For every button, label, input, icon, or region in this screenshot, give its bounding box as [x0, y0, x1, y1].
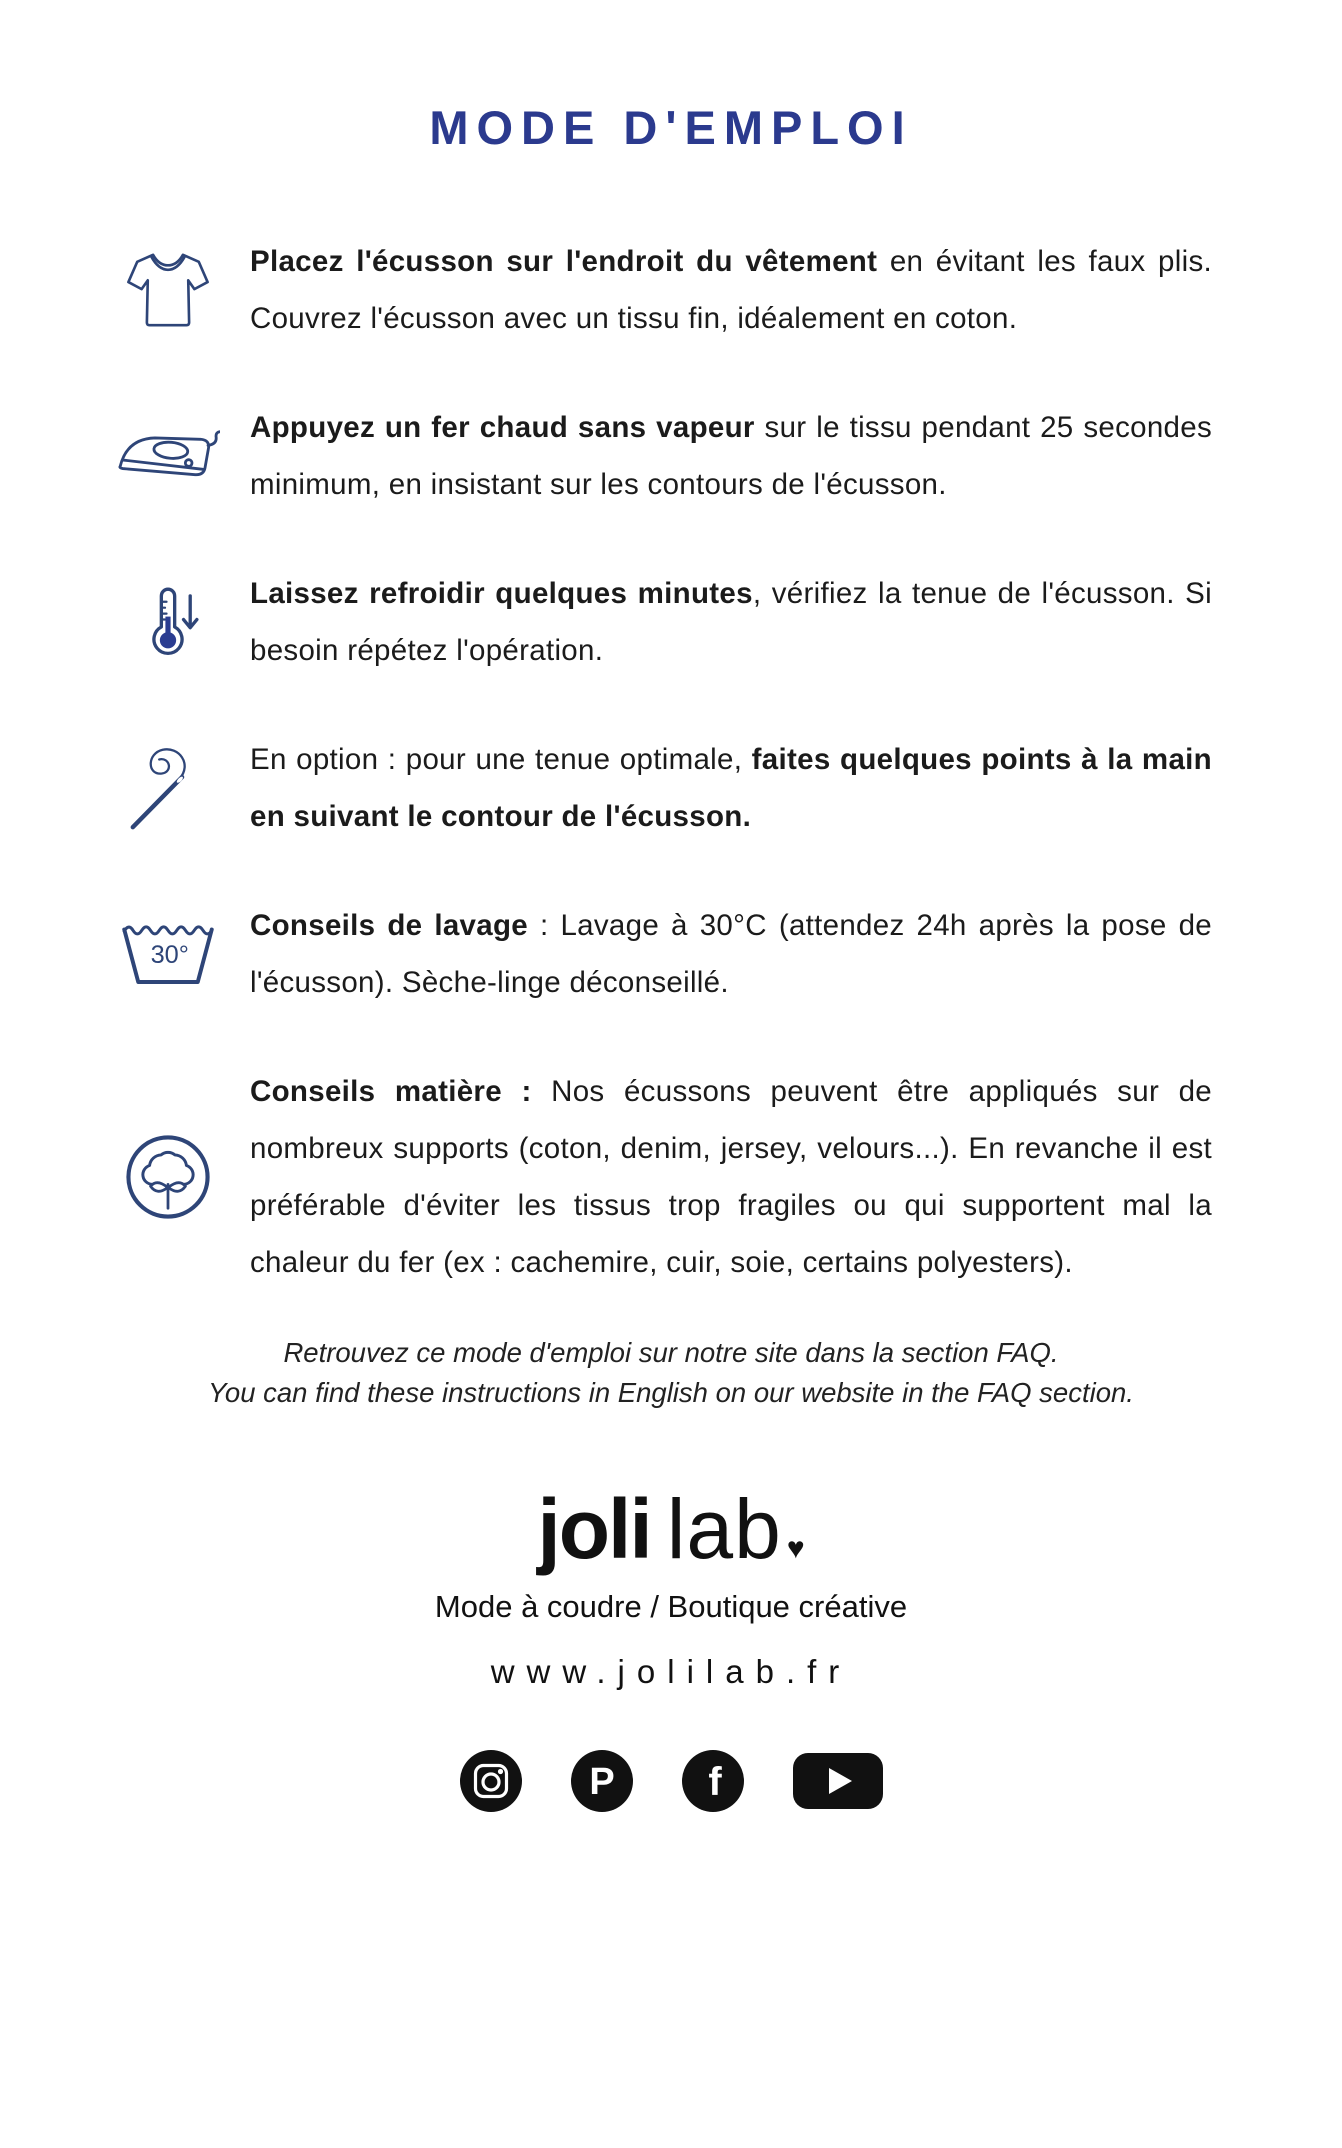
youtube-icon[interactable] [792, 1749, 884, 1813]
pinterest-icon[interactable] [570, 1749, 634, 1813]
tshirt-icon [124, 246, 212, 334]
instruction-regular-text: , vérifiez la tenue de l'écusson. Si besoin répétez l'opération. [250, 577, 1212, 667]
instruction-regular-text: Nos écussons peuvent être appliqués sur de nombreux supports (coton, denim, jersey, velours...). En revanche il est préférable d'éviter les tissus trop fragiles ou qui supportent mal la chaleur du fer (ex : cachemire, cuir, soie, certains polyesters). [250, 1075, 1212, 1279]
page-title: MODE D'EMPLOI [429, 101, 913, 154]
cotton-icon [85, 1131, 250, 1223]
instruction-text [250, 731, 1212, 845]
faq-note-fr: Retrouvez ce mode d'emploi sur notre site dans la section FAQ. [283, 1337, 1059, 1368]
instruction-step-sew [85, 731, 1212, 845]
instruction-bold-text: Placez l'écusson sur l'endroit du vêtement [250, 245, 878, 278]
instruction-text [250, 1063, 1212, 1291]
instruction-regular-text: en évitant les faux plis. Couvrez l'écusson avec un tissu fin, idéalement en coton. [250, 245, 1212, 335]
heart-icon: ♥ [786, 1532, 805, 1565]
cotton-icon [122, 1131, 214, 1223]
wash-30-icon [115, 919, 221, 989]
instruction-text [250, 233, 1212, 347]
instruction-bold-text: Conseils de lavage [250, 909, 528, 942]
instruction-card [0, 100, 1342, 1813]
instruction-step-iron [85, 399, 1212, 513]
pinterest-glyph: P [588, 1761, 615, 1804]
needle-icon [85, 741, 250, 836]
wash-30-icon [85, 919, 250, 989]
instruction-bold-text: Appuyez un fer chaud sans vapeur [250, 411, 755, 444]
instruction-regular-text: En option : pour une tenue optimale, [250, 743, 752, 776]
instruction-regular-text: : Lavage à 30°C (attendez 24h après la pose de l'écusson). Sèche-linge déconseillé. [250, 909, 1212, 999]
instruction-step-wash [85, 897, 1212, 1011]
instruction-regular-text: sur le tissu pendant 25 secondes minimum, en insistant sur les contours de l'écusson. [250, 411, 1213, 501]
faq-note [0, 1333, 1342, 1413]
iron-icon [85, 416, 250, 496]
brand-name-light: lab [666, 1482, 782, 1576]
iron-icon [116, 416, 220, 496]
website-url[interactable]: www.jolilab.fr [490, 1653, 852, 1691]
facebook-icon[interactable] [681, 1749, 745, 1813]
tshirt-icon [85, 246, 250, 334]
brand-logo [0, 1483, 1342, 1575]
thermometer-icon [85, 575, 250, 670]
facebook-glyph: f [707, 1760, 722, 1805]
brand-tagline: Mode à coudre / Boutique créative [434, 1589, 908, 1625]
brand-name-bold: joli [537, 1482, 651, 1576]
instruction-text [250, 897, 1212, 1011]
instruction-bold-text: Laissez refroidir quelques minutes [250, 577, 753, 610]
instructions-list [0, 233, 1342, 1291]
needle-icon [124, 741, 212, 836]
social-links [0, 1749, 1342, 1813]
instruction-text [250, 565, 1212, 679]
instruction-step-cool [85, 565, 1212, 679]
instruction-step-fabric [85, 1063, 1212, 1291]
instruction-bold-text: faites quelques points à la main en suivant le contour de l'écusson. [250, 743, 1212, 833]
instruction-bold-text: Conseils matière : [250, 1075, 532, 1108]
instagram-icon[interactable] [459, 1749, 523, 1813]
thermometer-icon [131, 575, 205, 670]
instruction-text [250, 399, 1212, 513]
faq-note-en: You can find these instructions in English on our website in the FAQ section. [208, 1377, 1134, 1408]
wash-temperature-label: 30° [150, 940, 189, 969]
instruction-step-place [85, 233, 1212, 347]
